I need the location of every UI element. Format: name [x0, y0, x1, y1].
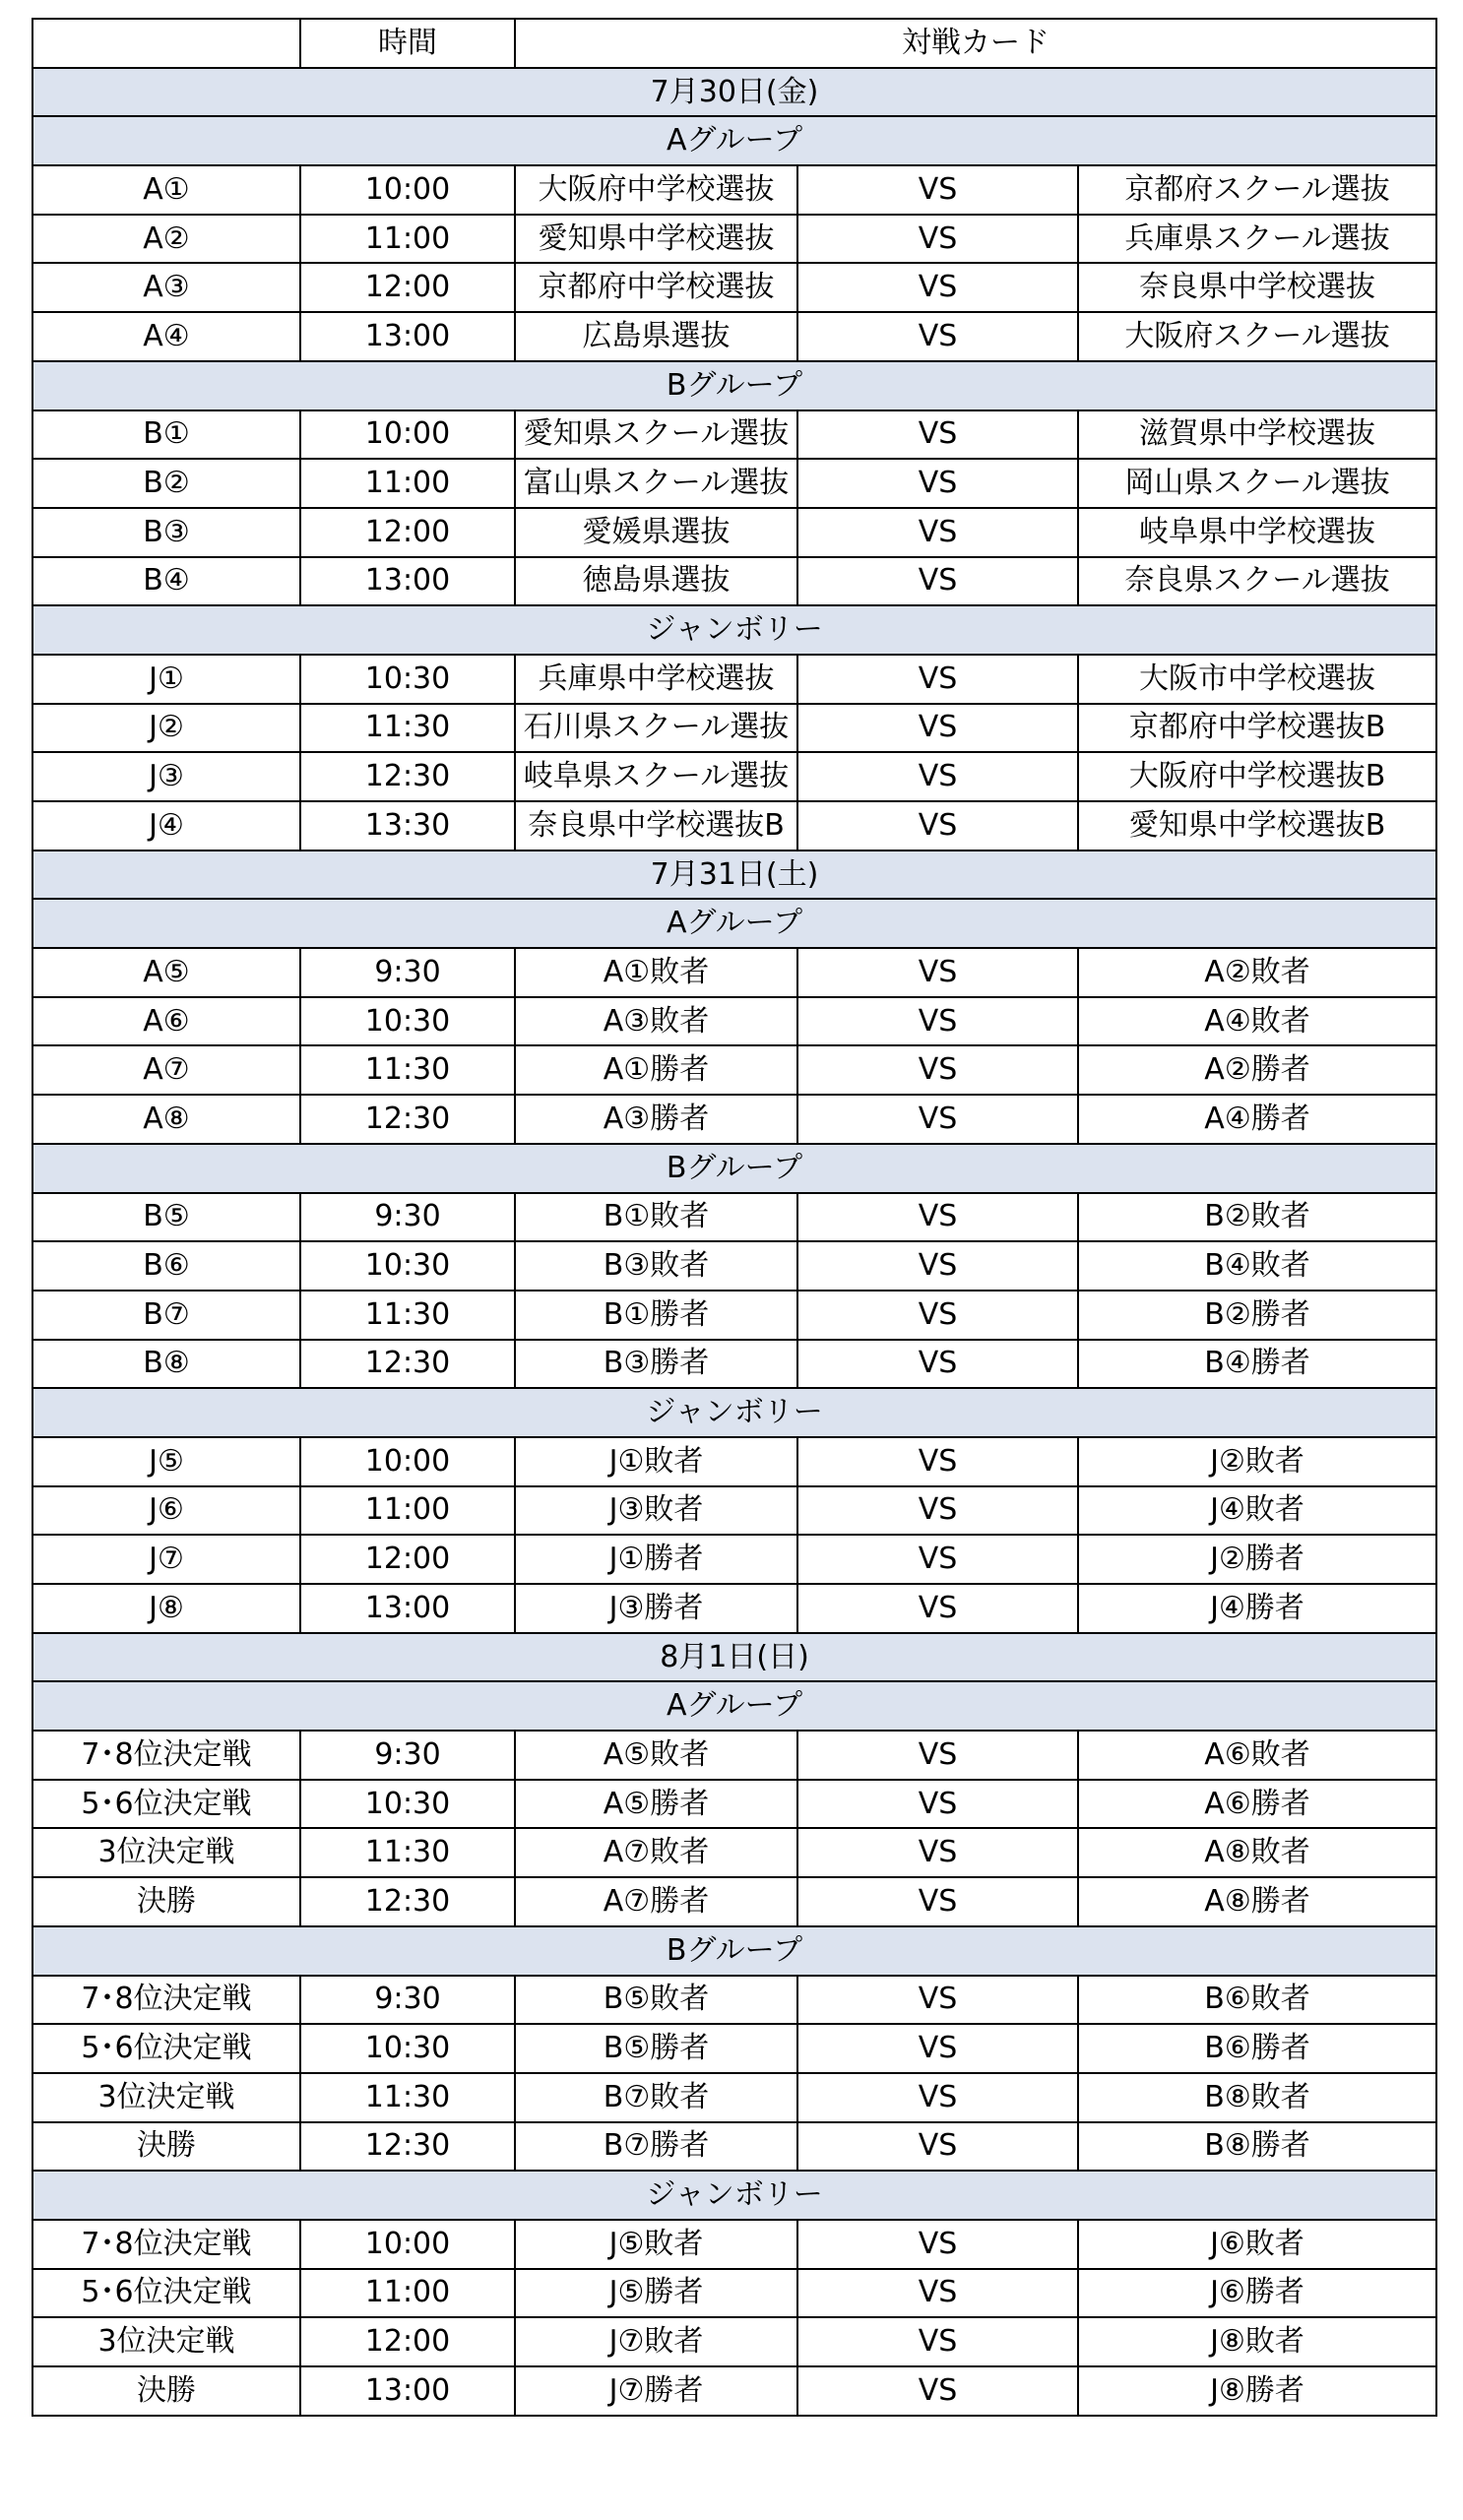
match-time: 12:30	[300, 2122, 515, 2172]
match-number: B⑧	[32, 1340, 300, 1389]
match-time: 10:00	[300, 165, 515, 215]
vs-label: VS	[797, 1340, 1078, 1389]
group-row	[32, 899, 1436, 948]
vs-label: VS	[797, 1486, 1078, 1536]
away-team: B②勝者	[1078, 1291, 1436, 1340]
match-time: 13:00	[300, 312, 515, 361]
date-row	[32, 1633, 1436, 1682]
home-team: J⑦敗者	[515, 2317, 797, 2366]
vs-label: VS	[797, 704, 1078, 753]
match-number: A③	[32, 263, 300, 312]
match-row	[32, 263, 1436, 312]
match-number: B⑥	[32, 1241, 300, 1291]
match-time: 11:00	[300, 459, 515, 508]
match-row	[32, 508, 1436, 557]
match-row	[32, 2024, 1436, 2073]
match-number: A⑥	[32, 997, 300, 1046]
match-number: 5･6位決定戦	[32, 2024, 300, 2073]
match-time: 10:30	[300, 2024, 515, 2073]
match-time: 11:30	[300, 2073, 515, 2122]
match-number: 3位決定戦	[32, 2073, 300, 2122]
header-matchup: 対戦カード	[515, 19, 1436, 68]
match-row	[32, 655, 1436, 704]
match-number: A④	[32, 312, 300, 361]
match-row	[32, 557, 1436, 606]
group-row	[32, 605, 1436, 655]
away-team: B⑥敗者	[1078, 1976, 1436, 2025]
schedule-table	[32, 18, 1437, 2417]
match-time: 10:00	[300, 2220, 515, 2269]
away-team: 大阪市中学校選抜	[1078, 655, 1436, 704]
vs-label: VS	[797, 508, 1078, 557]
away-team: A⑧敗者	[1078, 1828, 1436, 1877]
away-team: A②敗者	[1078, 948, 1436, 997]
vs-label: VS	[797, 215, 1078, 264]
away-team: J⑧敗者	[1078, 2317, 1436, 2366]
home-team: 広島県選抜	[515, 312, 797, 361]
home-team: 京都府中学校選抜	[515, 263, 797, 312]
date-row	[32, 850, 1436, 900]
group-heading: ジャンボリー	[32, 605, 1436, 655]
vs-label: VS	[797, 801, 1078, 850]
away-team: B④勝者	[1078, 1340, 1436, 1389]
away-team: B④敗者	[1078, 1241, 1436, 1291]
match-number: 5･6位決定戦	[32, 2269, 300, 2318]
vs-label: VS	[797, 263, 1078, 312]
match-row	[32, 2073, 1436, 2122]
group-heading: Bグループ	[32, 1144, 1436, 1193]
match-row	[32, 1193, 1436, 1242]
match-number: A①	[32, 165, 300, 215]
group-row	[32, 361, 1436, 410]
match-time: 12:00	[300, 1535, 515, 1584]
date-heading: 7月31日(土)	[32, 850, 1436, 900]
home-team: J③勝者	[515, 1584, 797, 1633]
group-heading: Aグループ	[32, 899, 1436, 948]
match-number: B⑤	[32, 1193, 300, 1242]
home-team: A⑦勝者	[515, 1877, 797, 1926]
home-team: 石川県スクール選抜	[515, 704, 797, 753]
match-number: J②	[32, 704, 300, 753]
match-number: J③	[32, 752, 300, 801]
match-time: 12:30	[300, 752, 515, 801]
match-number: 決勝	[32, 2122, 300, 2172]
vs-label: VS	[797, 312, 1078, 361]
match-row	[32, 752, 1436, 801]
group-heading: Bグループ	[32, 361, 1436, 410]
match-number: 決勝	[32, 1877, 300, 1926]
match-row	[32, 997, 1436, 1046]
match-time: 11:30	[300, 1828, 515, 1877]
match-row	[32, 1437, 1436, 1486]
away-team: 奈良県中学校選抜	[1078, 263, 1436, 312]
match-row	[32, 2122, 1436, 2172]
match-number: B②	[32, 459, 300, 508]
match-time: 12:30	[300, 1877, 515, 1926]
home-team: 富山県スクール選抜	[515, 459, 797, 508]
match-number: J④	[32, 801, 300, 850]
away-team: J④敗者	[1078, 1486, 1436, 1536]
home-team: 岐阜県スクール選抜	[515, 752, 797, 801]
match-row	[32, 948, 1436, 997]
header-time: 時間	[300, 19, 515, 68]
group-row	[32, 1144, 1436, 1193]
vs-label: VS	[797, 2366, 1078, 2416]
match-row	[32, 1731, 1436, 1780]
vs-label: VS	[797, 410, 1078, 460]
vs-label: VS	[797, 997, 1078, 1046]
away-team: 奈良県スクール選抜	[1078, 557, 1436, 606]
away-team: A④勝者	[1078, 1095, 1436, 1144]
home-team: B①勝者	[515, 1291, 797, 1340]
home-team: A⑤敗者	[515, 1731, 797, 1780]
match-row	[32, 312, 1436, 361]
vs-label: VS	[797, 752, 1078, 801]
match-number: 7･8位決定戦	[32, 1731, 300, 1780]
match-number: 決勝	[32, 2366, 300, 2416]
vs-label: VS	[797, 1437, 1078, 1486]
away-team: J⑥敗者	[1078, 2220, 1436, 2269]
home-team: J①勝者	[515, 1535, 797, 1584]
vs-label: VS	[797, 459, 1078, 508]
home-team: B③敗者	[515, 1241, 797, 1291]
away-team: 大阪府スクール選抜	[1078, 312, 1436, 361]
match-row	[32, 2317, 1436, 2366]
vs-label: VS	[797, 1535, 1078, 1584]
match-time: 11:00	[300, 2269, 515, 2318]
away-team: J⑥勝者	[1078, 2269, 1436, 2318]
match-number: A⑤	[32, 948, 300, 997]
match-number: 3位決定戦	[32, 2317, 300, 2366]
away-team: 大阪府中学校選抜B	[1078, 752, 1436, 801]
match-row	[32, 1486, 1436, 1536]
match-time: 13:00	[300, 2366, 515, 2416]
home-team: B⑦敗者	[515, 2073, 797, 2122]
match-time: 11:30	[300, 1291, 515, 1340]
date-heading: 7月30日(金)	[32, 68, 1436, 117]
away-team: 滋賀県中学校選抜	[1078, 410, 1436, 460]
match-time: 13:00	[300, 1584, 515, 1633]
header-match-no	[32, 19, 300, 68]
match-number: 3位決定戦	[32, 1828, 300, 1877]
match-number: 5･6位決定戦	[32, 1780, 300, 1829]
away-team: A⑥敗者	[1078, 1731, 1436, 1780]
vs-label: VS	[797, 1193, 1078, 1242]
vs-label: VS	[797, 655, 1078, 704]
group-row	[32, 116, 1436, 165]
match-number: 7･8位決定戦	[32, 2220, 300, 2269]
match-number: B⑦	[32, 1291, 300, 1340]
match-time: 10:30	[300, 1241, 515, 1291]
match-row	[32, 410, 1436, 460]
away-team: A④敗者	[1078, 997, 1436, 1046]
match-time: 9:30	[300, 1731, 515, 1780]
match-time: 11:00	[300, 215, 515, 264]
vs-label: VS	[797, 165, 1078, 215]
vs-label: VS	[797, 1291, 1078, 1340]
match-row	[32, 704, 1436, 753]
match-time: 13:30	[300, 801, 515, 850]
group-heading: Aグループ	[32, 116, 1436, 165]
match-time: 12:30	[300, 1340, 515, 1389]
match-number: J①	[32, 655, 300, 704]
date-heading: 8月1日(日)	[32, 1633, 1436, 1682]
match-row	[32, 2269, 1436, 2318]
home-team: 徳島県選抜	[515, 557, 797, 606]
home-team: B③勝者	[515, 1340, 797, 1389]
vs-label: VS	[797, 948, 1078, 997]
away-team: A⑧勝者	[1078, 1877, 1436, 1926]
home-team: J③敗者	[515, 1486, 797, 1536]
away-team: 岡山県スクール選抜	[1078, 459, 1436, 508]
home-team: A①敗者	[515, 948, 797, 997]
group-heading: ジャンボリー	[32, 1388, 1436, 1437]
vs-label: VS	[797, 557, 1078, 606]
vs-label: VS	[797, 1877, 1078, 1926]
schedule-body	[32, 19, 1436, 2416]
home-team: 兵庫県中学校選抜	[515, 655, 797, 704]
match-row	[32, 1877, 1436, 1926]
vs-label: VS	[797, 1095, 1078, 1144]
match-row	[32, 1780, 1436, 1829]
match-time: 11:00	[300, 1486, 515, 1536]
home-team: J⑦勝者	[515, 2366, 797, 2416]
vs-label: VS	[797, 1780, 1078, 1829]
match-number: A⑧	[32, 1095, 300, 1144]
match-row	[32, 801, 1436, 850]
match-time: 12:30	[300, 1095, 515, 1144]
away-team: 岐阜県中学校選抜	[1078, 508, 1436, 557]
match-row	[32, 1535, 1436, 1584]
home-team: J⑤勝者	[515, 2269, 797, 2318]
group-row	[32, 1388, 1436, 1437]
match-row	[32, 1241, 1436, 1291]
match-row	[32, 165, 1436, 215]
match-time: 13:00	[300, 557, 515, 606]
group-heading: Bグループ	[32, 1926, 1436, 1976]
match-row	[32, 1095, 1436, 1144]
match-row	[32, 459, 1436, 508]
group-heading: ジャンボリー	[32, 2171, 1436, 2220]
away-team: 愛知県中学校選抜B	[1078, 801, 1436, 850]
away-team: 京都府中学校選抜B	[1078, 704, 1436, 753]
away-team: B⑧勝者	[1078, 2122, 1436, 2172]
away-team: J⑧勝者	[1078, 2366, 1436, 2416]
home-team: 大阪府中学校選抜	[515, 165, 797, 215]
vs-label: VS	[797, 2024, 1078, 2073]
group-heading: Aグループ	[32, 1681, 1436, 1731]
away-team: J④勝者	[1078, 1584, 1436, 1633]
match-time: 11:30	[300, 704, 515, 753]
match-time: 12:00	[300, 263, 515, 312]
away-team: J②敗者	[1078, 1437, 1436, 1486]
match-time: 12:00	[300, 2317, 515, 2366]
match-row	[32, 1340, 1436, 1389]
date-row	[32, 68, 1436, 117]
vs-label: VS	[797, 2220, 1078, 2269]
away-team: J②勝者	[1078, 1535, 1436, 1584]
home-team: B①敗者	[515, 1193, 797, 1242]
vs-label: VS	[797, 2073, 1078, 2122]
home-team: B⑤勝者	[515, 2024, 797, 2073]
vs-label: VS	[797, 1045, 1078, 1095]
match-time: 10:30	[300, 655, 515, 704]
home-team: J①敗者	[515, 1437, 797, 1486]
away-team: 京都府スクール選抜	[1078, 165, 1436, 215]
home-team: A⑤勝者	[515, 1780, 797, 1829]
home-team: B⑦勝者	[515, 2122, 797, 2172]
vs-label: VS	[797, 1241, 1078, 1291]
match-time: 9:30	[300, 1976, 515, 2025]
match-time: 12:00	[300, 508, 515, 557]
home-team: 愛知県スクール選抜	[515, 410, 797, 460]
match-number: 7･8位決定戦	[32, 1976, 300, 2025]
match-row	[32, 1584, 1436, 1633]
match-row	[32, 1976, 1436, 2025]
match-time: 10:30	[300, 1780, 515, 1829]
match-time: 9:30	[300, 1193, 515, 1242]
match-row	[32, 1828, 1436, 1877]
vs-label: VS	[797, 1731, 1078, 1780]
group-row	[32, 1681, 1436, 1731]
away-team: A⑥勝者	[1078, 1780, 1436, 1829]
match-time: 9:30	[300, 948, 515, 997]
match-time: 11:30	[300, 1045, 515, 1095]
match-row	[32, 2220, 1436, 2269]
home-team: A③敗者	[515, 997, 797, 1046]
match-number: A⑦	[32, 1045, 300, 1095]
away-team: B⑥勝者	[1078, 2024, 1436, 2073]
away-team: A②勝者	[1078, 1045, 1436, 1095]
match-number: B④	[32, 557, 300, 606]
home-team: 愛媛県選抜	[515, 508, 797, 557]
vs-label: VS	[797, 2122, 1078, 2172]
home-team: A⑦敗者	[515, 1828, 797, 1877]
match-time: 10:00	[300, 410, 515, 460]
home-team: B⑤敗者	[515, 1976, 797, 2025]
header-row	[32, 19, 1436, 68]
match-row	[32, 2366, 1436, 2416]
away-team: B②敗者	[1078, 1193, 1436, 1242]
match-time: 10:30	[300, 997, 515, 1046]
home-team: 奈良県中学校選抜B	[515, 801, 797, 850]
group-row	[32, 2171, 1436, 2220]
match-time: 10:00	[300, 1437, 515, 1486]
home-team: A③勝者	[515, 1095, 797, 1144]
match-number: B①	[32, 410, 300, 460]
away-team: 兵庫県スクール選抜	[1078, 215, 1436, 264]
match-number: B③	[32, 508, 300, 557]
group-row	[32, 1926, 1436, 1976]
match-row	[32, 215, 1436, 264]
match-number: J⑦	[32, 1535, 300, 1584]
match-number: J⑧	[32, 1584, 300, 1633]
home-team: 愛知県中学校選抜	[515, 215, 797, 264]
match-row	[32, 1291, 1436, 1340]
match-row	[32, 1045, 1436, 1095]
match-number: A②	[32, 215, 300, 264]
away-team: B⑧敗者	[1078, 2073, 1436, 2122]
vs-label: VS	[797, 2317, 1078, 2366]
match-number: J⑤	[32, 1437, 300, 1486]
home-team: A①勝者	[515, 1045, 797, 1095]
vs-label: VS	[797, 2269, 1078, 2318]
vs-label: VS	[797, 1584, 1078, 1633]
vs-label: VS	[797, 1976, 1078, 2025]
vs-label: VS	[797, 1828, 1078, 1877]
home-team: J⑤敗者	[515, 2220, 797, 2269]
match-number: J⑥	[32, 1486, 300, 1536]
